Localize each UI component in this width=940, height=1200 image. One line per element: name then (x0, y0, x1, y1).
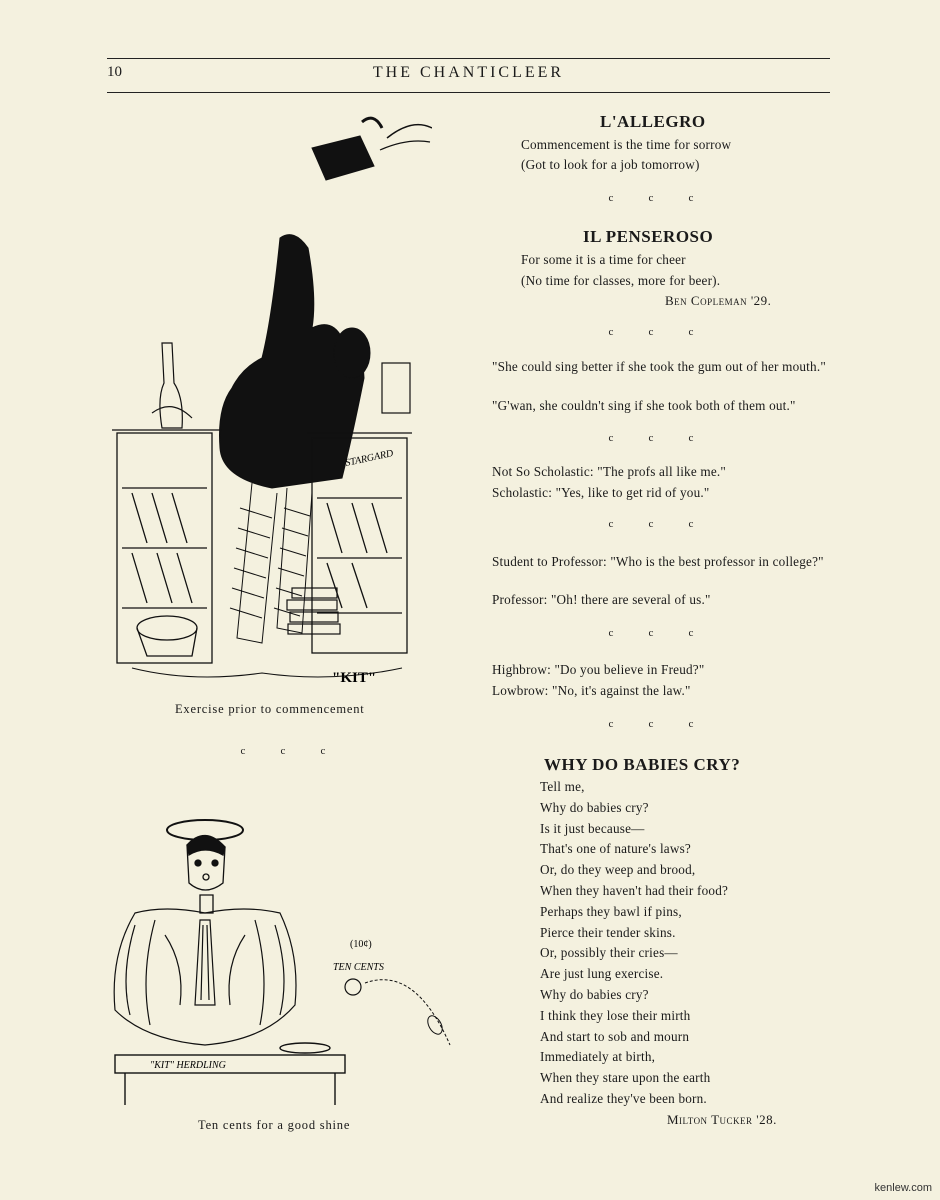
poem-line: Or, possibly their cries— (540, 945, 678, 961)
lallegro-line-1: Commencement is the time for sorrow (521, 137, 732, 152)
poem-line: Perhaps they bawl if pins, (540, 903, 682, 919)
poem-line: And realize they've been born. (540, 1091, 707, 1106)
header-bottom-rule (107, 92, 830, 93)
babies-author: Milton Tucker '28. (667, 1112, 777, 1127)
illustration-price: (10¢) (350, 939, 372, 950)
separator-4: c c c (608, 518, 696, 530)
title-babies: WHY DO BABIES CRY? (544, 755, 741, 774)
poem-line: Is it just because— (540, 820, 645, 836)
watermark-credit: kenlew.com (874, 1182, 932, 1194)
separator-1: c c c (608, 192, 696, 204)
poem-line: Pierce their tender skins. (540, 924, 676, 940)
joke-4b: Lowbrow: "No, it's against the law." (492, 683, 691, 698)
header-top-rule (107, 58, 830, 59)
joke-1b: "G'wan, she couldn't sing if she took both of them out." (492, 398, 796, 413)
poem-line: Tell me, (540, 779, 585, 794)
joke-1a: "She could sing better if she took the gum out of her mouth." (492, 359, 826, 374)
running-title: THE CHANTICLEER (372, 64, 565, 81)
penseroso-line-1: For some it is a time for cheer (521, 252, 686, 267)
illustration-label-stargard: STARGARD (344, 448, 395, 469)
illustration-ten-cents: TEN CENTS (333, 962, 384, 973)
illustration-shine (105, 805, 465, 1110)
poem-line: Immediately at birth, (540, 1049, 656, 1065)
poem-line: Or, do they weep and brood, (540, 862, 696, 878)
separator-left: c c c (240, 745, 328, 757)
illustration-exercise (112, 108, 432, 698)
poem-line: That's one of nature's laws? (540, 841, 691, 857)
joke-4a: Highbrow: "Do you believe in Freud?" (492, 662, 705, 677)
joke-2a: Not So Scholastic: "The profs all like me." (492, 464, 726, 479)
joke-2b: Scholastic: "Yes, like to get rid of you." (492, 485, 710, 500)
separator-5: c c c (608, 627, 696, 639)
poem-line: When they haven't had their food? (540, 883, 729, 898)
caption-shine: Ten cents for a good shine (198, 1118, 351, 1132)
penseroso-line-2: (No time for classes, more for beer). (521, 273, 721, 288)
title-penseroso: IL PENSEROSO (583, 227, 714, 246)
joke-3a: Student to Professor: "Who is the best professor in college?" (492, 554, 824, 569)
page-header (107, 62, 830, 90)
page-number: 10 (107, 64, 122, 80)
poem-line: I think they lose their mirth (540, 1007, 691, 1023)
poem-line: Why do babies cry? (540, 987, 649, 1002)
poem-line: And start to sob and mourn (540, 1028, 690, 1044)
lallegro-line-2: (Got to look for a job tomorrow) (521, 157, 700, 172)
illustration-signature: "KIT" (332, 670, 377, 686)
poem-line: Are just lung exercise. (540, 966, 664, 982)
poem-line: Why do babies cry? (540, 799, 649, 815)
title-lallegro: L'ALLEGRO (600, 112, 706, 131)
illustration-label-herdling: "KIT" HERDLING (150, 1060, 226, 1071)
poem-line: When they stare upon the earth (540, 1070, 711, 1086)
penseroso-author: Ben Copleman '29. (665, 293, 772, 308)
separator-6: c c c (608, 718, 696, 730)
separator-3: c c c (608, 432, 696, 444)
caption-exercise: Exercise prior to commencement (175, 702, 365, 716)
separator-2: c c c (608, 326, 696, 338)
joke-3b: Professor: "Oh! there are several of us." (492, 592, 711, 607)
